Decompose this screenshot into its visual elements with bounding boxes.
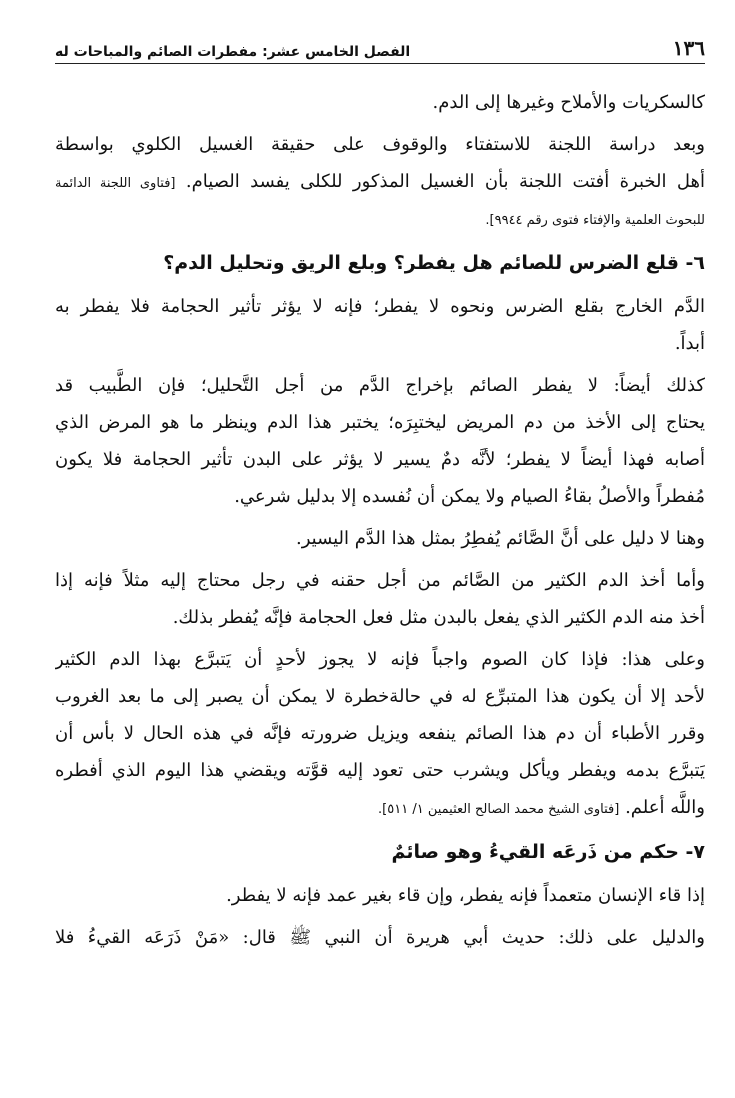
text-line [55, 789, 705, 828]
text-line: أخذ منه الدم الكثير الذي يفعل بالبدن مثل فعل الحجامة فإنَّه يُفطر بذلك. [172, 607, 705, 628]
text-line: الدَّم الخارج بقلع الضرس ونحوه لا يفطر؛ فإنه لا يؤثر تأثير الحجامة فلا يفطر به [55, 296, 705, 317]
text-line: يحتاج إلى الأخذ من دم المريض ليختبِرَه؛ يختبر هذا الدم وينظر ما هو المرض الذي [55, 412, 705, 433]
section-heading-6: ٦- قلع الضرس للصائم هل يفطر؟ وبلع الريق وتحليل الدم؟ [163, 252, 705, 274]
paragraph-text: أهل الخبرة أفتت اللجنة بأن الغسيل المذكور للكلى يفسد الصيام. [185, 171, 705, 192]
book-page [55, 30, 705, 961]
paragraph-text: واللَّه أعلم. [625, 797, 705, 818]
text-line: وهنا لا دليل على أنَّ الصَّائم يُفطِرُ بمثل هذا الدَّم اليسير. [295, 528, 705, 549]
paragraph-9 [55, 919, 705, 956]
page-body [55, 84, 705, 956]
paragraph-4 [55, 367, 705, 515]
text-line: كذلك أيضاً: لا يفطر الصائم بإخراج الدَّم من أجل التَّحليل؛ فإن الطَّبيب قد [55, 375, 705, 396]
text-line: يَتبرَّع بدمه ويفطر ويأكل ويشرب حتى تعود إليه قوَّته ويقضي هذا اليوم الذي أفطره [55, 760, 705, 781]
section-heading-7: ٧- حكم من ذَرعَه القيءُ وهو صائمٌ [391, 841, 705, 863]
reference-citation: [فتاوى اللجنة الدائمة [55, 176, 176, 191]
text-line: وعلى هذا: فإذا كان الصوم واجباً فإنه لا يجوز لأحدٍ أن يَتبرَّع بهذا الدم الكثير [55, 649, 705, 670]
paragraph-5 [55, 520, 705, 557]
running-title: الفصل الخامس عشر: مفطرات الصائم والمباحات له [55, 44, 411, 60]
text-line: وبعد دراسة اللجنة للاستفتاء والوقوف على حقيقة الغسيل الكلوي بواسطة [55, 134, 705, 155]
text-line [55, 163, 705, 202]
page-header [55, 30, 705, 64]
paragraph-2 [55, 126, 705, 239]
reference-citation: [فتاوى الشيخ محمد الصالح العثيمين ١/ ٥١١]. [378, 802, 620, 817]
reference-citation: للبحوث العلمية والإفتاء فتوى رقم ٩٩٤٤]. [485, 213, 705, 228]
text-line: وقرر الأطباء أن دم هذا الصائم ينفعه ويزيل ضرورته فإنَّه في هذه الحال لا بأس أن [55, 723, 705, 744]
text-line: أبداً. [674, 333, 705, 354]
paragraph-7 [55, 641, 705, 828]
text-line: مُفطراً والأصلُ بقاءُ الصيام ولا يمكن أن نُفسده إلا بدليل شرعي. [234, 486, 705, 507]
text-line: إذا قاء الإنسان متعمداً فإنه يفطر، وإن قاء بغير عمد فإنه لا يفطر. [226, 885, 705, 906]
text-line: كالسكريات والأملاح وغيرها إلى الدم. [432, 92, 705, 113]
paragraph-8 [55, 877, 705, 914]
paragraph-1 [55, 84, 705, 121]
paragraph-6 [55, 562, 705, 636]
text-line: أصابه فهذا أيضاً لا يفطر؛ لأنَّه دمٌ يسير لا يؤثر على البدن تأثير الحجامة فلا يكون [55, 449, 705, 470]
text-line: والدليل على ذلك: حديث أبي هريرة أن النبي ﷺ قال: «مَنْ ذَرَعَه القيءُ فلا [55, 927, 705, 948]
paragraph-3 [55, 288, 705, 362]
page-number: ١٣٦ [672, 36, 705, 60]
text-line: وأما أخذ الدم الكثير من الصَّائم من أجل حقنه في رجل محتاج إليه مثلاً فإنه إذا [55, 570, 705, 591]
text-line: لأحد إلا أن يكون هذا المتبرِّع له في حالةخطرة لا يمكن أن يصبر إلى ما بعد الغروب [55, 686, 705, 707]
